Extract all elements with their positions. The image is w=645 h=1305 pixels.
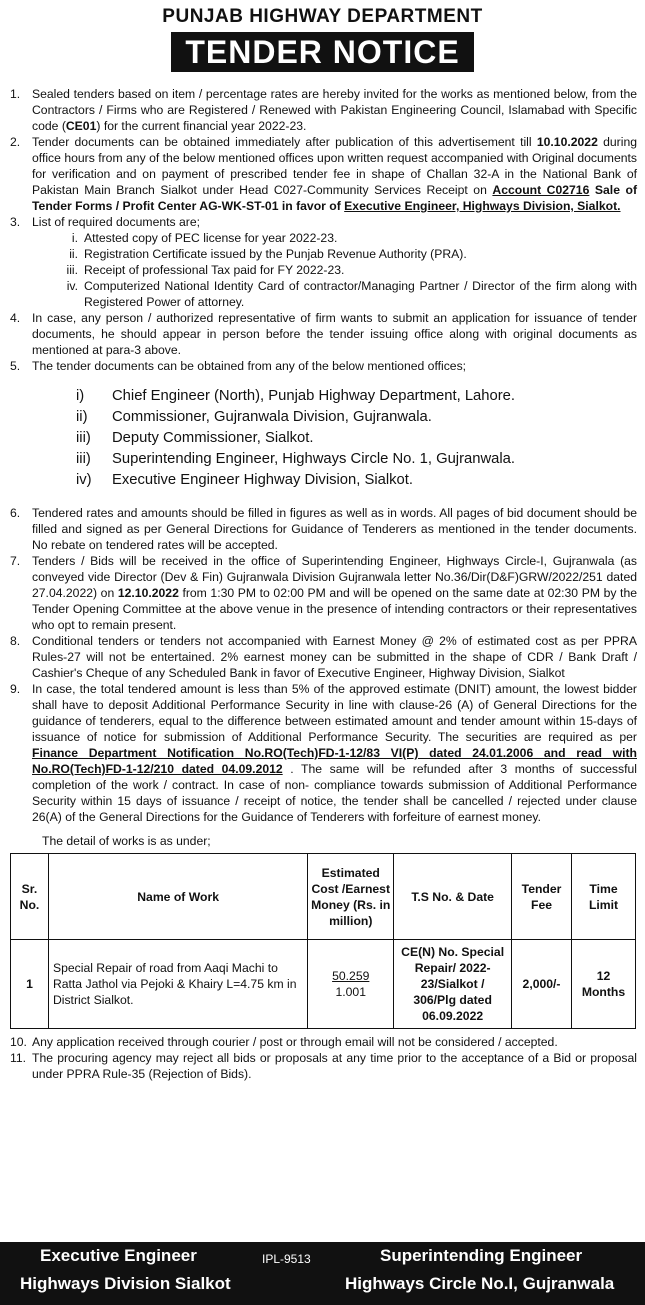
- works-table: [10, 853, 636, 1029]
- para-text: ) for the current financial year 2022-23.: [96, 119, 307, 133]
- item-number: iv): [76, 472, 92, 488]
- notice-body: [10, 86, 637, 1082]
- bid-date: 12.10.2022: [117, 586, 179, 600]
- para-1: [10, 86, 637, 134]
- para-3: [10, 214, 637, 310]
- table-header-row: [11, 854, 636, 940]
- list-item: [32, 262, 637, 278]
- para-5: [10, 358, 637, 491]
- tender-notice-title: TENDER NOTICE: [171, 32, 473, 72]
- account-number: Account C02716: [492, 183, 590, 197]
- item-text: Registration Certificate issued by the Punjab Revenue Authority (PRA).: [84, 247, 467, 261]
- list-item: [32, 407, 637, 428]
- para-number: 10.: [10, 1035, 27, 1049]
- left-signatory-office: Highways Division Sialkot: [20, 1274, 231, 1293]
- payee-officer: Executive Engineer, Highways Division, Sialkot.: [344, 199, 621, 213]
- item-text: Attested copy of PEC license for year 2022-23.: [84, 231, 338, 245]
- para-number: 2.: [10, 135, 21, 149]
- item-number: i.: [71, 231, 78, 245]
- item-number: ii.: [69, 247, 78, 261]
- para-4: [10, 310, 637, 358]
- para-text: . The same will be refunded after 3 months of successful completion of the work / contract. In case of non- compliance towards submission of Additional Performance Security within 15 days of issuance / receipt of notice, the tender shall be cancelled / rejected under clause 26(A) of the General Directions for the Guidance of Tenderers with forfeiture of earnest money.: [32, 762, 637, 824]
- para-text: Tender documents can be obtained immediately after publication of this advertisement till: [32, 135, 537, 149]
- right-signatory-office: Highways Circle No.I, Gujranwala: [345, 1274, 615, 1293]
- item-number: iii): [76, 451, 91, 467]
- para-text: Sealed tenders based on item / percentage rates are hereby invited for the works as mentioned below, from the Contractors / Firms who are Registered / Renewed with Pakistan Engineering Council, Islamabad with Specific code (: [32, 87, 637, 133]
- para-text: Conditional tenders or tenders not accompanied with Earnest Money @ 2% of estimated cost as per PPRA Rules-27 will not be entertained. 2% earnest money can be submitted in the shape of CDR / Bank Draft / Cashier's Cheque of any Scheduled Bank in favor of Executive Engineer, Highway Division, Sialkot: [32, 634, 637, 680]
- para-text: In case, any person / authorized representative of firm wants to submit an application for issuance of tender documents, he should appear in person before the tender issuing office along with original documents as mentioned at para-3 above.: [32, 311, 637, 357]
- para-text: from 1:30 PM to 02:00 PM and will be opened on the same date at 02:30 PM by the Tender Opening Committee at the above venue in the presence of intending contractors or their representatives who opt to remain present.: [32, 586, 638, 632]
- para-6: [10, 505, 637, 553]
- list-item: [32, 386, 637, 407]
- para-text: Tenders / Bids will be received in the office of Superintending Engineer, Highways Circle-I, Gujranwala (as conveyed vide Director (Dev & Fin) Gujranwala Division Gujranwala letter No.36/Dir(D&F)GRW/2022/251 dated 27.04.2022) on: [32, 554, 637, 600]
- para-number: 11.: [10, 1051, 27, 1065]
- offices-list: [32, 386, 637, 491]
- cost-cell: [308, 940, 394, 1029]
- ipl-reference: IPL-9513: [262, 1252, 311, 1266]
- para-text: List of required documents are;: [32, 215, 201, 229]
- department-heading: PUNJAB HIGHWAY DEPARTMENT: [162, 6, 483, 27]
- list-item: [32, 246, 637, 262]
- item-number: iii): [76, 430, 91, 446]
- list-item: [32, 449, 637, 470]
- signature-footer: [0, 1242, 645, 1305]
- column-header: Time Limit: [572, 854, 636, 940]
- para-7: [10, 553, 637, 633]
- para-text: Tendered rates and amounts should be filled in figures as well as in words. All pages of bid document should be filled and signed as per General Directions for Guidance of Tenderers as mentioned in the tender documents. No rebate on tendered rates will be accepted.: [32, 506, 637, 552]
- column-header: Name of Work: [48, 854, 307, 940]
- serial-cell: 1: [11, 940, 49, 1029]
- para-number: 5.: [10, 359, 21, 373]
- works-intro: The detail of works is as under;: [42, 834, 211, 848]
- item-text: Executive Engineer Highway Division, Sialkot.: [112, 472, 414, 488]
- item-text: Commissioner, Gujranwala Division, Gujranwala.: [112, 409, 432, 425]
- para-text: Any application received through courier / post or through email will not be considered / accepted.: [32, 1035, 558, 1049]
- left-signatory-title: Executive Engineer: [40, 1246, 197, 1265]
- list-item: [32, 230, 637, 246]
- fee-cell: 2,000/-: [512, 940, 572, 1029]
- para-number: 3.: [10, 215, 21, 229]
- para-2: [10, 134, 637, 214]
- para-number: 7.: [10, 554, 21, 568]
- item-text: Receipt of professional Tax paid for FY 2022-23.: [84, 263, 345, 277]
- ts-cell: CE(N) No. Special Repair/ 2022-23/Sialkot / 306/Plg dated 06.09.2022: [394, 940, 512, 1029]
- last-date: 10.10.2022: [536, 135, 598, 149]
- para-text: In case, the total tendered amount is less than 5% of the approved estimate (DNIT) amount, the lowest bidder shall have to deposit Additional Performance Security in line with clause-26 (A) of General Directions for the guidance of tenderers, equal to the difference between estimated amount and tender amount within 15-days of issuance of notice for submission of Additional Performance Security. The securities are required as per: [32, 682, 637, 744]
- item-text: Superintending Engineer, Highways Circle No. 1, Gujranwala.: [112, 451, 516, 467]
- item-number: ii): [76, 409, 88, 425]
- list-item: [32, 470, 637, 491]
- para-number: 6.: [10, 506, 21, 520]
- estimated-cost: 50.259: [332, 969, 370, 983]
- specific-code: CE01: [65, 119, 97, 133]
- para-8: [10, 633, 637, 681]
- para-number: 1.: [10, 87, 21, 101]
- time-unit: Months: [581, 985, 626, 999]
- time-cell: [572, 940, 636, 1029]
- para-11: [10, 1050, 637, 1082]
- item-number: iv.: [66, 279, 78, 293]
- earnest-money: 1.001: [335, 985, 366, 999]
- item-number: i): [76, 388, 85, 404]
- item-text: Computerized National Identity Card of contractor/Managing Partner / Director of the firm along with Registered Power of attorney.: [84, 279, 637, 309]
- right-signatory-title: Superintending Engineer: [380, 1246, 583, 1265]
- column-header: Estimated Cost /Earnest Money (Rs. in million): [308, 854, 394, 940]
- account-detail: Sale of Tender Forms / Profit Center AG-WK-ST-01 in favor of: [32, 183, 638, 213]
- para-text: The tender documents can be obtained from any of the below mentioned offices;: [32, 359, 467, 373]
- time-value: 12: [596, 969, 611, 983]
- list-item: [32, 428, 637, 449]
- column-header: T.S No. & Date: [394, 854, 512, 940]
- para-9: [10, 681, 637, 825]
- para-text: The procuring agency may reject all bids or proposals at any time prior to the acceptance of a Bid or proposal under PPRA Rule-35 (Rejection of Bids).: [32, 1051, 637, 1081]
- finance-notification: Finance Department Notification No.RO(Tech)FD-1-12/83 VI(P) dated 24.01.2006 and read with No.RO(Tech)FD-1-12/210 dated 04.09.2012: [32, 746, 637, 776]
- required-documents-list: [32, 230, 637, 310]
- item-text: Chief Engineer (North), Punjab Highway Department, Lahore.: [112, 388, 516, 404]
- para-number: 4.: [10, 311, 21, 325]
- para-number: 9.: [10, 682, 21, 696]
- item-text: Deputy Commissioner, Sialkot.: [112, 430, 314, 446]
- column-header: Sr. No.: [11, 854, 49, 940]
- work-name-cell: Special Repair of road from Aaqi Machi to Ratta Jathol via Pejoki & Khairy L=4.75 km in District Sialkot.: [48, 940, 307, 1029]
- item-number: iii.: [66, 263, 78, 277]
- table-row: [11, 940, 636, 1029]
- para-10: [10, 1034, 637, 1050]
- para-text: during office hours from any of the below mentioned offices upon written request accompanied with Original documents for verification and on payment of prescribed tender fee in shape of Challan 32-A in the National Bank of Pakistan Main Branch Sialkot under Head C027-Community Services Receipt on: [32, 135, 637, 197]
- column-header: Tender Fee: [512, 854, 572, 940]
- para-number: 8.: [10, 634, 21, 648]
- list-item: [32, 278, 637, 310]
